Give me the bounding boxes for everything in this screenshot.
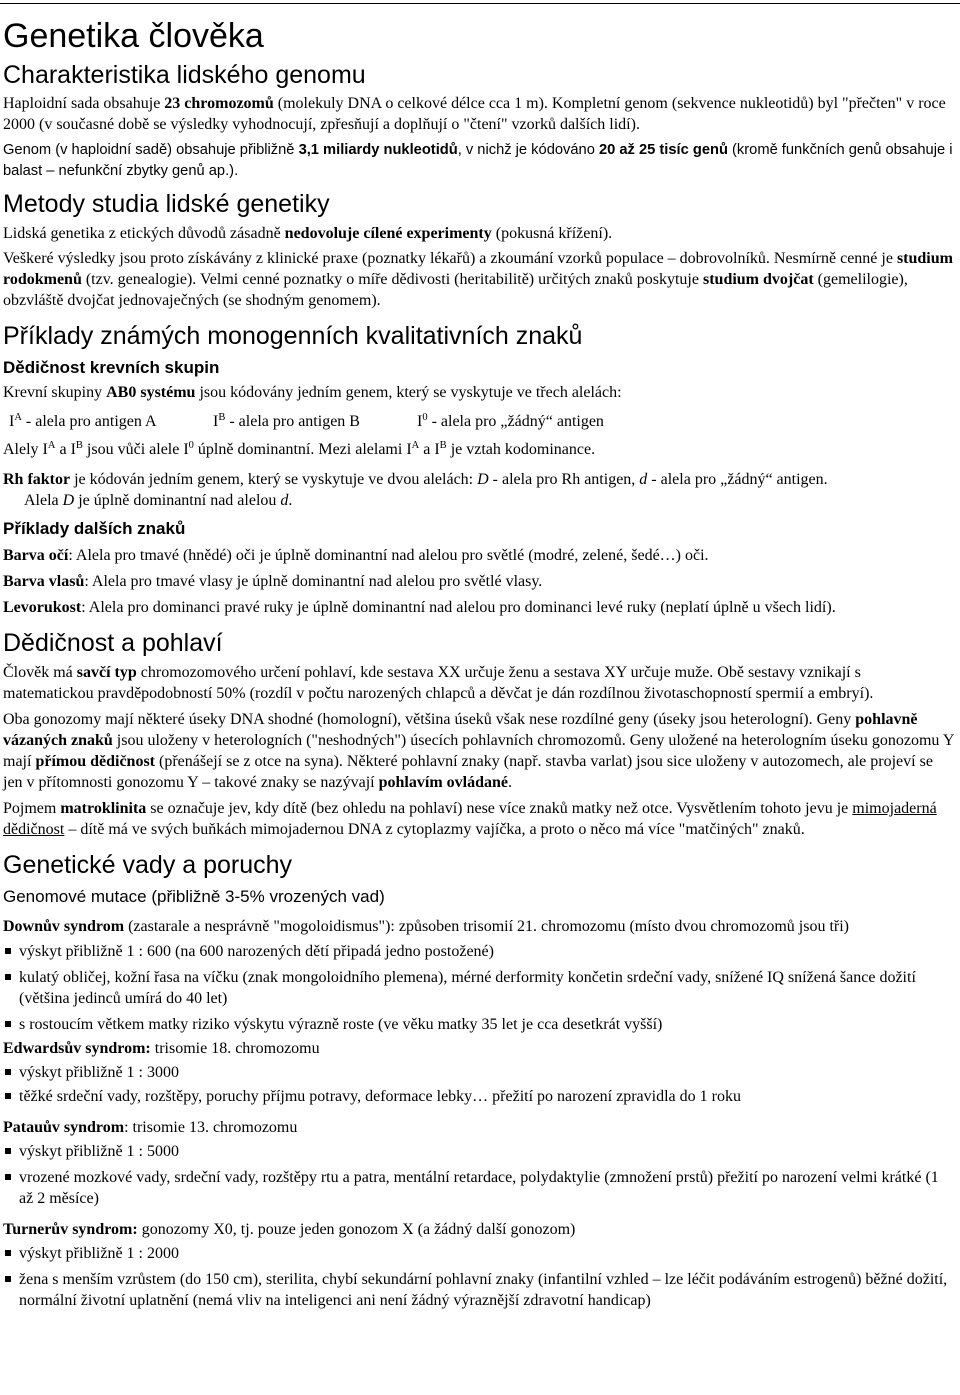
paragraph-results-sources: Veškeré výsledky jsou proto získávány z klinické praxe (poznatky lékařů) a zkoumání vzorků populace – dobrovolníků. Nesmírně cenné je studium rodokmenů (tzv. genealogie). Velmi cenné poznatky o míře dědivosti (heritabilitě) určitých znaků poskytuje studium dvojčat (gemelilogie), obzvláště dvojčat jednovaječných (se shodným genomem). — [3, 250, 953, 309]
paragraph-turner-syndrome: Turnerův syndrom: gonozomy X0, tj. pouze jeden gonozom X (a žádný další gonozom) — [3, 1221, 576, 1238]
paragraph-genome-content: Genom (v haploidní sadě) obsahuje přibližně 3,1 miliardy nukleotidů, v nichž je kódováno 20 až 25 tisíc genů (kromě funkčních genů obsahuje i balast – nefunkční zbytky genů ap.). — [3, 142, 953, 179]
paragraph-hair-color: Barva vlasů: Alela pro tmavé vlasy je úplně dominantní nad alelou pro světlé vlasy. — [3, 573, 543, 590]
allele-list — [3, 411, 955, 432]
bullet-icon — [5, 1250, 11, 1256]
paragraph-patau-syndrome: Patauův syndrom: trisomie 13. chromozomu — [3, 1119, 298, 1136]
list-edwards-syndrome — [3, 1062, 955, 1107]
heading-monogenic-traits: Příklady známých monogenních kvalitativních znaků — [3, 322, 583, 350]
subheading-genome-mutations: Genomové mutace (přibližně 3-5% vrozených vad) — [3, 887, 385, 906]
list-item: výskyt přibližně 1 : 5000 — [3, 1141, 955, 1162]
list-item: žena s menším vzrůstem (do 150 cm), sterilita, chybí sekundární pohlavní znaky (infantilní vzhled – lze léčit podáváním estrogenů) běžné dožití, normální životní uplatnění (nemá vliv na inteligenci ani není žádný výraznější zdravotní handicap) — [3, 1269, 955, 1311]
paragraph-ethics: Lidská genetika z etických důvodů zásadně nedovoluje cílené experimenty (pokusná křížení). — [3, 225, 613, 242]
paragraph-rh-factor: Rh faktor je kódován jedním genem, který se vyskytuje ve dvou alelách: D - alela pro Rh antigen, d - alela pro „žádný“ antigen. — [3, 471, 828, 488]
paragraph-edwards-syndrome: Edwardsův syndrom: trisomie 18. chromozomu — [3, 1040, 320, 1057]
paragraph-sex-determination: Člověk má savčí typ chromozomového určení pohlaví, kde sestava XX určuje ženu a sestava XY určuje muže. Obě sestavy vznikají s matematickou pravděpodobností 50% (rozdíl v počtu narozených chlapců a děvčat je dán rozdílnou životaschopností spermií a embryí). — [3, 664, 874, 702]
subheading-blood-groups: Dědičnost krevních skupin — [3, 358, 220, 377]
list-item: výskyt přibližně 1 : 2000 — [3, 1243, 955, 1264]
list-item: kulatý obličej, kožní řasa na víčku (znak mongoloidního plemena), mérné derformity končetin srdeční vady, snížené IQ snížená šance dožití (většina jedinců umírá do 40 let) — [3, 967, 955, 1009]
heading-genetic-disorders: Genetické vady a poruchy — [3, 851, 293, 879]
top-border-line — [0, 3, 960, 4]
heading-genome-characteristics: Charakteristika lidského genomu — [3, 61, 366, 89]
allele-i0: $I^0$ - alela pro „žádný“ antigen — [417, 412, 604, 430]
list-item: výskyt přibližně 1 : 600 (na 600 narozených dětí připadá jedno postožené) — [3, 941, 955, 962]
heading-study-methods: Metody studia lidské genetiky — [3, 190, 330, 218]
bullet-icon — [5, 1148, 11, 1154]
paragraph-gonosomes: Oba gonozomy mají některé úseky DNA shodné (homologní), většina úseků však nese rozdílné geny (úseky jsou heterologní). Geny pohlavně vázaných znaků jsou uloženy v heterologních ("neshodných") úsecích pohlavních chromozomů. Geny uložené na heterologním úseku gonozomu Y mají přímou dědičnost (přenášejí se z otce na syna). Některé pohlavní znaky (např. stavba varlat) jsou sice uloženy v autozomech, ale projeví se jen v přítomnosti gonozomu Y – takové znaky se nazývají pohlavím ovládané. — [3, 711, 954, 791]
paragraph-haploid-set: Haploidní sada obsahuje 23 chromozomů (molekuly DNA o celkové délce cca 1 m). Kompletní genom (sekvence nukleotidů) byl "přečten" v roce 2000 (v současné době se výsledky vyhodnocují, zpřesňují a doplňují o "čtení" vzorků dalších lidí). — [3, 95, 946, 133]
allele-ib: $I^B$ - alela pro antigen B — [213, 412, 360, 430]
list-item: vrozené mozkové vady, srdeční vady, rozštěpy rtu a patra, mentální retardace, polydaktylie (zmnožení prstů) přežití po narození velmi krátké (1 až 2 měsíce) — [3, 1167, 955, 1209]
paragraph-matroclinity: Pojmem matroklinita se označuje jev, kdy dítě (bez ohledu na pohlaví) nese více znaků matky než otce. Vysvětlením tohoto jevu je mimojaderná dědičnost – dítě má ve svých buňkách mimojadernou DNA z cytoplazmy vajíčka, a proto o něco má více "matčiných" znaků. — [3, 800, 937, 838]
allele-ia: $I^A$ - alela pro antigen A — [9, 412, 157, 430]
bullet-icon — [5, 974, 11, 980]
paragraph-left-handedness: Levorukost: Alela pro dominanci pravé ruky je úplně dominantní nad alelou pro dominanci levé ruky (neplatí úplně u všech lidí). — [3, 599, 836, 616]
heading-heredity-and-sex: Dědičnost a pohlaví — [3, 629, 223, 657]
paragraph-allele-dominance: Alely $I^A$ a $I^B$ jsou vůči alele $I^0$ úplně dominantní. Mezi alelami $I^A$ a $I^B$ je vztah kodominance. — [3, 440, 596, 458]
list-item: s rostoucím větkem matky riziko výskytu výrazně roste (ve věku matky 35 let je cca desetkrát vyšší) — [3, 1014, 955, 1035]
bullet-icon — [5, 1021, 11, 1027]
paragraph-eye-color: Barva očí: Alela pro tmavé (hnědé) oči je úplně dominantní nad alelou pro světlé (modré, zelené, šedé…) oči. — [3, 547, 709, 564]
bullet-icon — [5, 1069, 11, 1075]
subheading-other-traits: Příklady dalších znaků — [3, 519, 186, 538]
document-page — [3, 6, 955, 1311]
paragraph-ab0-system: Krevní skupiny AB0 systému jsou kódovány jedním genem, který se vyskytuje ve třech alelách: — [3, 384, 622, 401]
list-patau-syndrome — [3, 1141, 955, 1209]
list-turner-syndrome — [3, 1243, 955, 1311]
list-item: těžké srdeční vady, rozštěpy, poruchy příjmu potravy, deformace lebky… přežití po narození zpravidla do 1 roku — [3, 1086, 955, 1107]
page-title: Genetika člověka — [3, 17, 264, 55]
bullet-icon — [5, 1093, 11, 1099]
bullet-icon — [5, 1174, 11, 1180]
list-item: výskyt přibližně 1 : 3000 — [3, 1062, 955, 1083]
list-down-syndrome — [3, 941, 955, 1035]
paragraph-rh-dominance: Alela D je úplně dominantní nad alelou d. — [24, 492, 293, 509]
bullet-icon — [5, 1276, 11, 1282]
bullet-icon — [5, 948, 11, 954]
paragraph-down-syndrome: Downův syndrom (zastarale a nesprávně "mogoloidismus"): způsoben trisomií 21. chromozomu (místo dvou chromozomů jsou tři) — [3, 918, 849, 935]
